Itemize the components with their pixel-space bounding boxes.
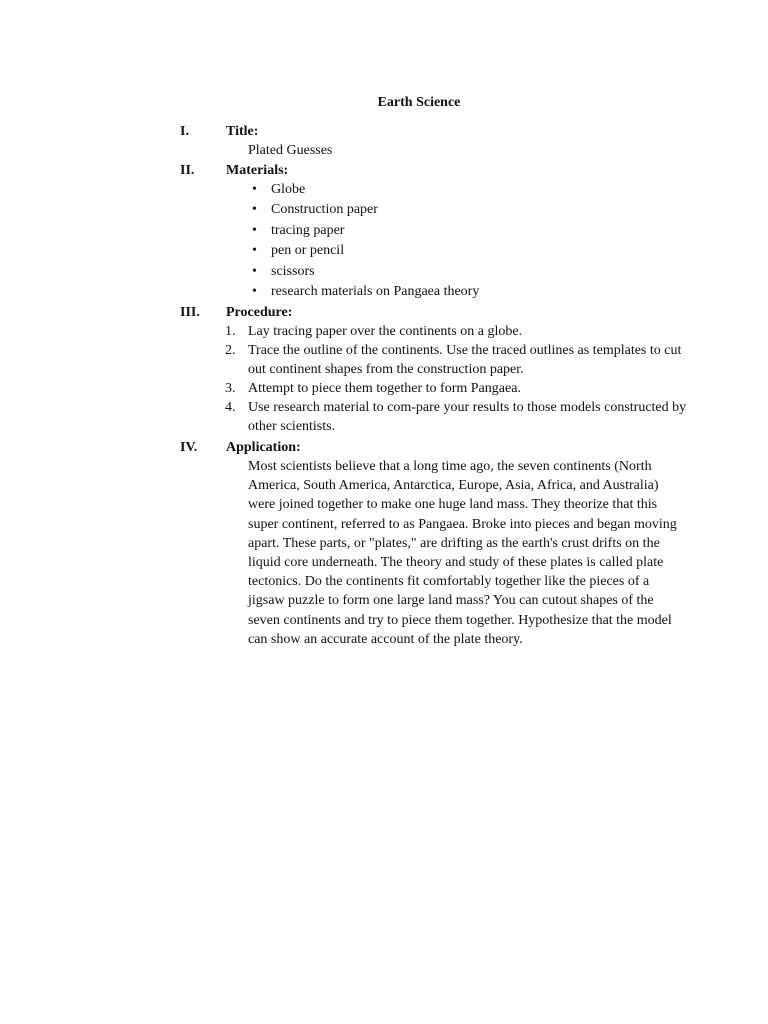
section-label: Procedure: — [226, 305, 293, 320]
materials-list — [180, 180, 700, 302]
list-item — [180, 262, 700, 282]
section-procedure — [180, 303, 700, 436]
section-heading — [180, 122, 700, 141]
bullet-icon: • — [252, 263, 257, 279]
bullet-icon: • — [252, 182, 257, 197]
project-title-text: Plated Guesses — [248, 143, 333, 158]
list-item — [180, 322, 688, 341]
application-paragraph: Most scientists believe that a long time ago, the seven continents (North America, South America, Antarctica, Europe, Asia, Africa, and Australia) were joined together to make one huge land mass. They theorize that this super continent, referred to as Pangaea. Broke into pieces and began moving apart. These parts, or "plates," are drifting as the earth's crust drifts on the liquid core underneath. The theory and study of these plates is called plate tectonics. Do the continents fit comfortably together like the pieces of a jigsaw puzzle to form one large land mass? You can cutout shapes of the seven continents and try to piece them together. Hypothesize that the model can show an accurate account of the plate theory. — [248, 459, 677, 647]
section-heading — [180, 303, 700, 322]
section-label: Materials: — [226, 163, 289, 178]
bullet-icon: • — [252, 222, 257, 238]
list-item — [180, 398, 688, 436]
step-text: Lay tracing paper over the continents on a globe. — [248, 324, 523, 339]
list-item — [180, 241, 700, 261]
list-item — [180, 221, 700, 241]
material-text: pen or pencil — [271, 243, 345, 259]
step-number: 2. — [225, 343, 236, 358]
bullet-icon: • — [252, 202, 257, 218]
bullet-icon: • — [252, 243, 257, 259]
section-heading — [180, 438, 700, 457]
section-title — [180, 122, 700, 160]
step-text: Attempt to piece them together to form Pangaea. — [248, 381, 521, 396]
section-label: Title: — [226, 124, 259, 139]
bullet-icon: • — [252, 284, 257, 300]
material-text: tracing paper — [271, 222, 345, 238]
section-numeral: II. — [180, 163, 195, 178]
list-item — [180, 180, 700, 200]
list-item — [180, 282, 700, 302]
section-label: Application: — [226, 440, 301, 455]
section-numeral: I. — [180, 124, 189, 139]
section-heading — [180, 161, 700, 180]
material-text: Globe — [271, 182, 306, 197]
step-text: Use research material to com-pare your results to those models constructed by other scientists. — [248, 400, 687, 434]
material-text: research materials on Pangaea theory — [271, 284, 480, 300]
section-numeral: IV. — [180, 440, 198, 455]
material-text: scissors — [271, 263, 315, 279]
step-number: 3. — [225, 381, 236, 396]
section-application — [180, 438, 700, 649]
document-title: Earth Science — [377, 95, 461, 110]
section-materials — [180, 161, 700, 302]
list-item — [180, 200, 700, 220]
step-text: Trace the outline of the continents. Use the traced outlines as templates to cut out continent shapes from the construction paper. — [248, 343, 682, 377]
section-numeral: III. — [180, 305, 200, 320]
material-text: Construction paper — [271, 202, 378, 218]
step-number: 1. — [225, 324, 236, 339]
procedure-list — [180, 322, 700, 436]
list-item — [180, 341, 688, 379]
step-number: 4. — [225, 400, 236, 415]
list-item — [180, 379, 688, 398]
